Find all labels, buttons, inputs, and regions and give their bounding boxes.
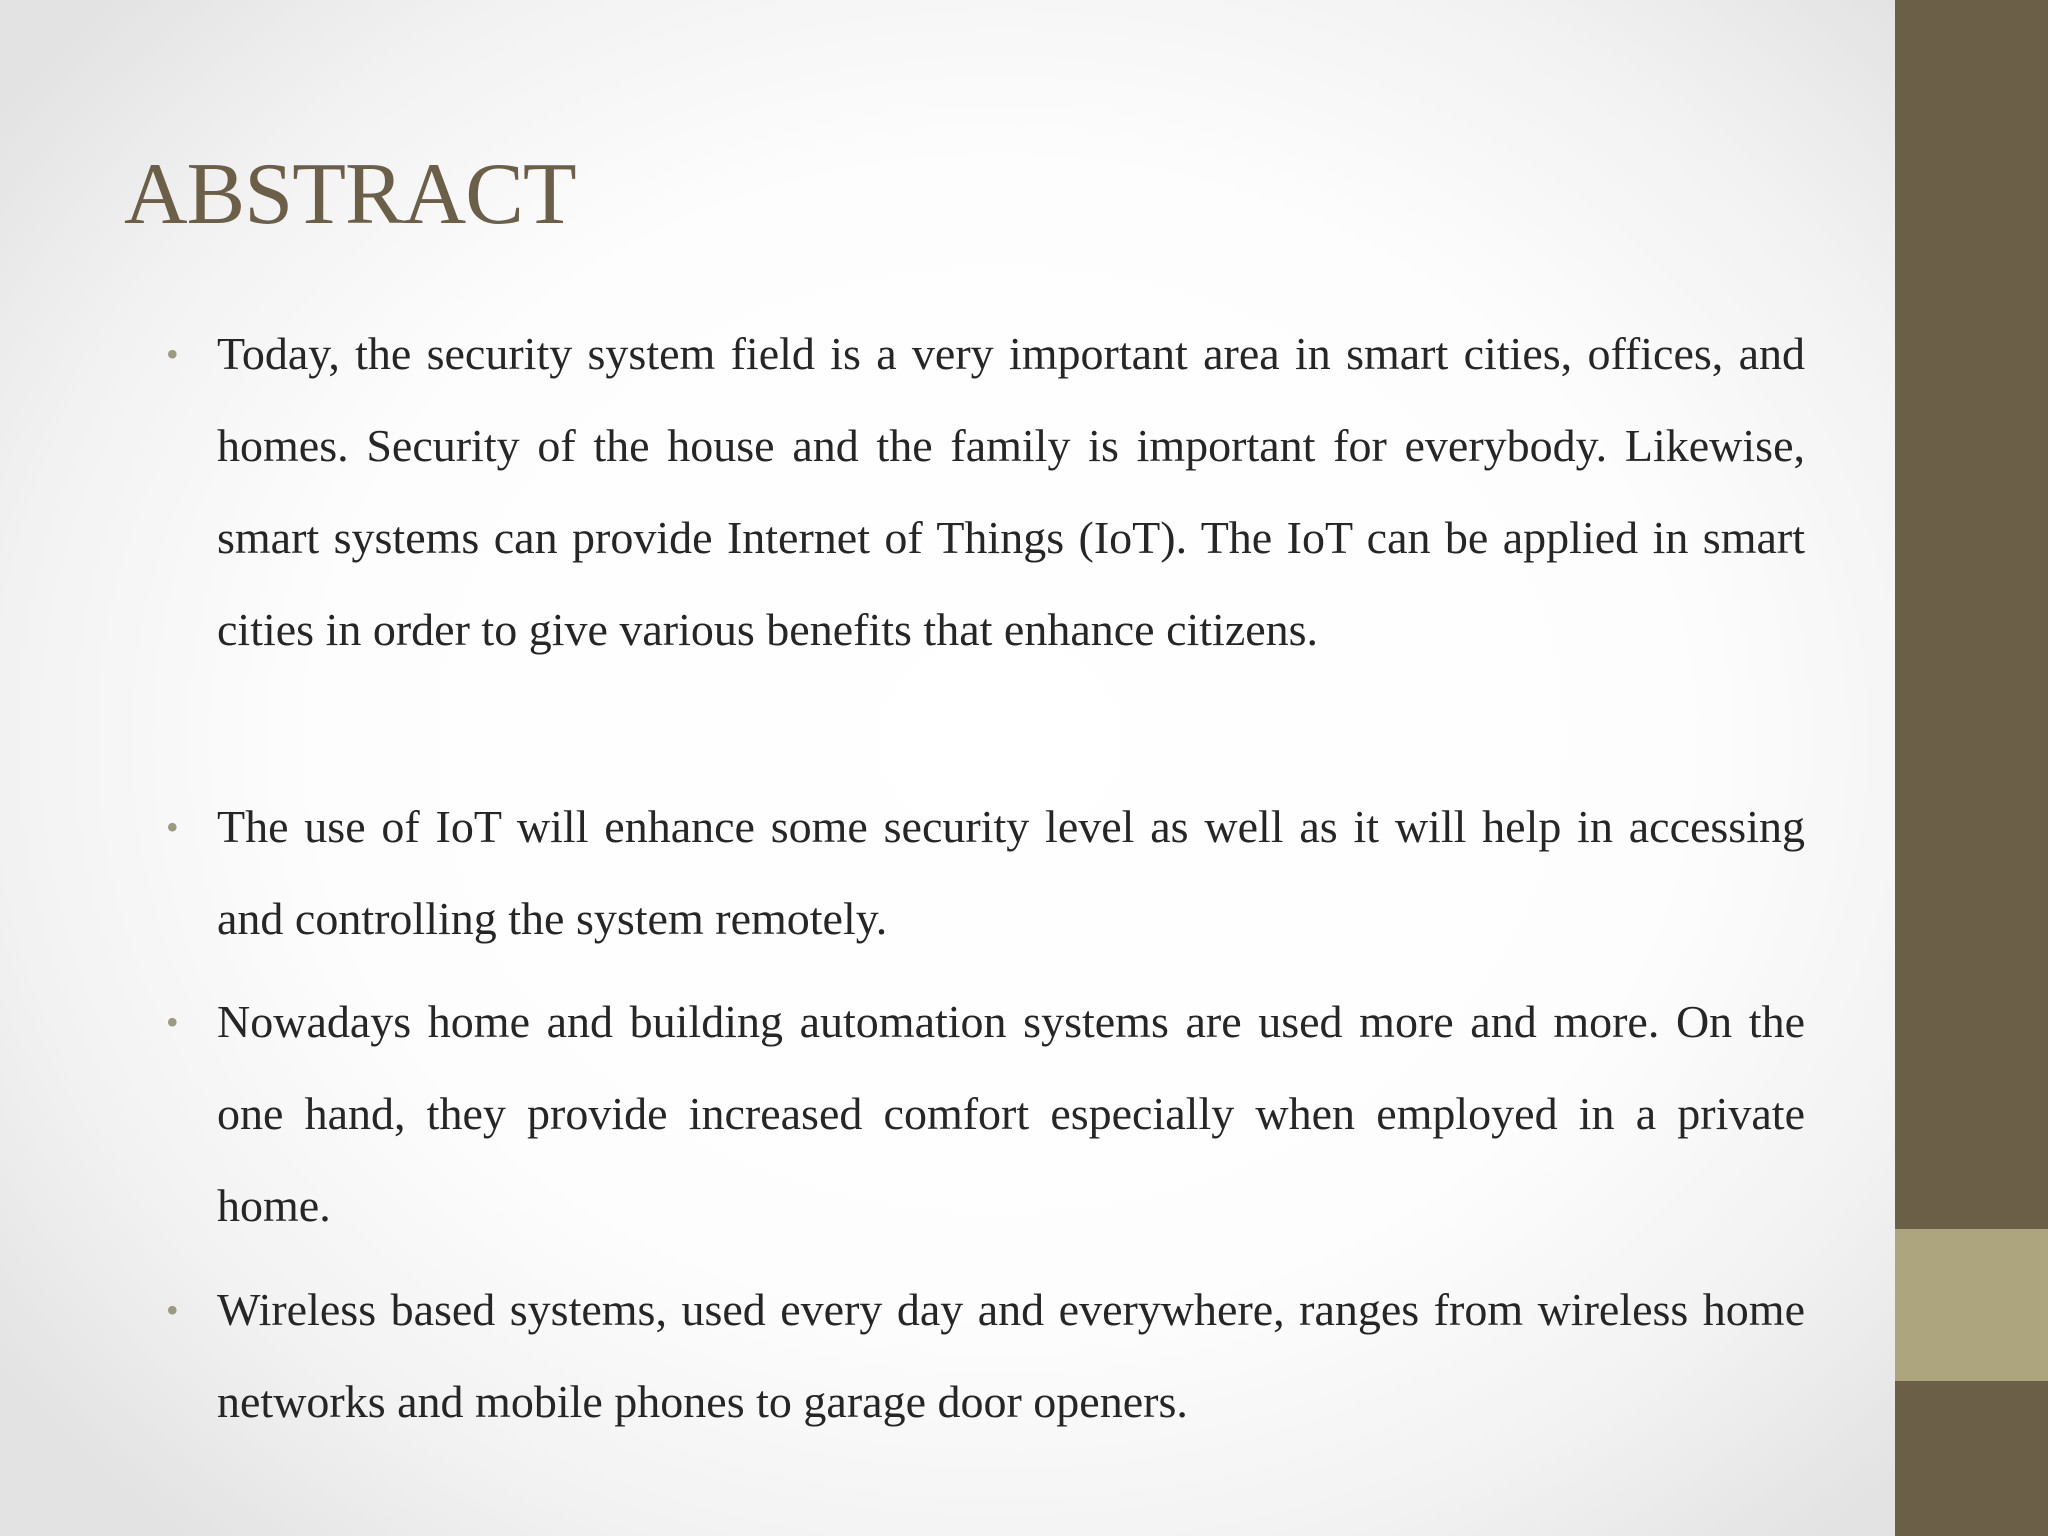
slide-title: ABSTRACT — [124, 146, 576, 243]
bullet-text: Today, the security system field is a very important area in smart cities, offices, and homes. Security of the house and the family is important for everybody. Likewise, smart systems can provide Internet of Things (IoT). The IoT can be applied in smart cities in order to give various benefits that enhance citizens. — [217, 328, 1805, 655]
bullet-icon: • — [166, 334, 179, 374]
bullet-icon: • — [166, 1002, 179, 1042]
bullet-text: Wireless based systems, used every day and everywhere, ranges from wireless home networks and mobile phones to garage door openers. — [217, 1284, 1805, 1427]
bullet-icon: • — [166, 807, 179, 847]
bullet-text: Nowadays home and building automation systems are used more and more. On the one hand, they provide increased comfort especially when employed in a private home. — [217, 996, 1805, 1231]
bullet-icon: • — [166, 1290, 179, 1330]
bullet-text: The use of IoT will enhance some security level as well as it will help in accessing and controlling the system remotely. — [217, 801, 1805, 944]
